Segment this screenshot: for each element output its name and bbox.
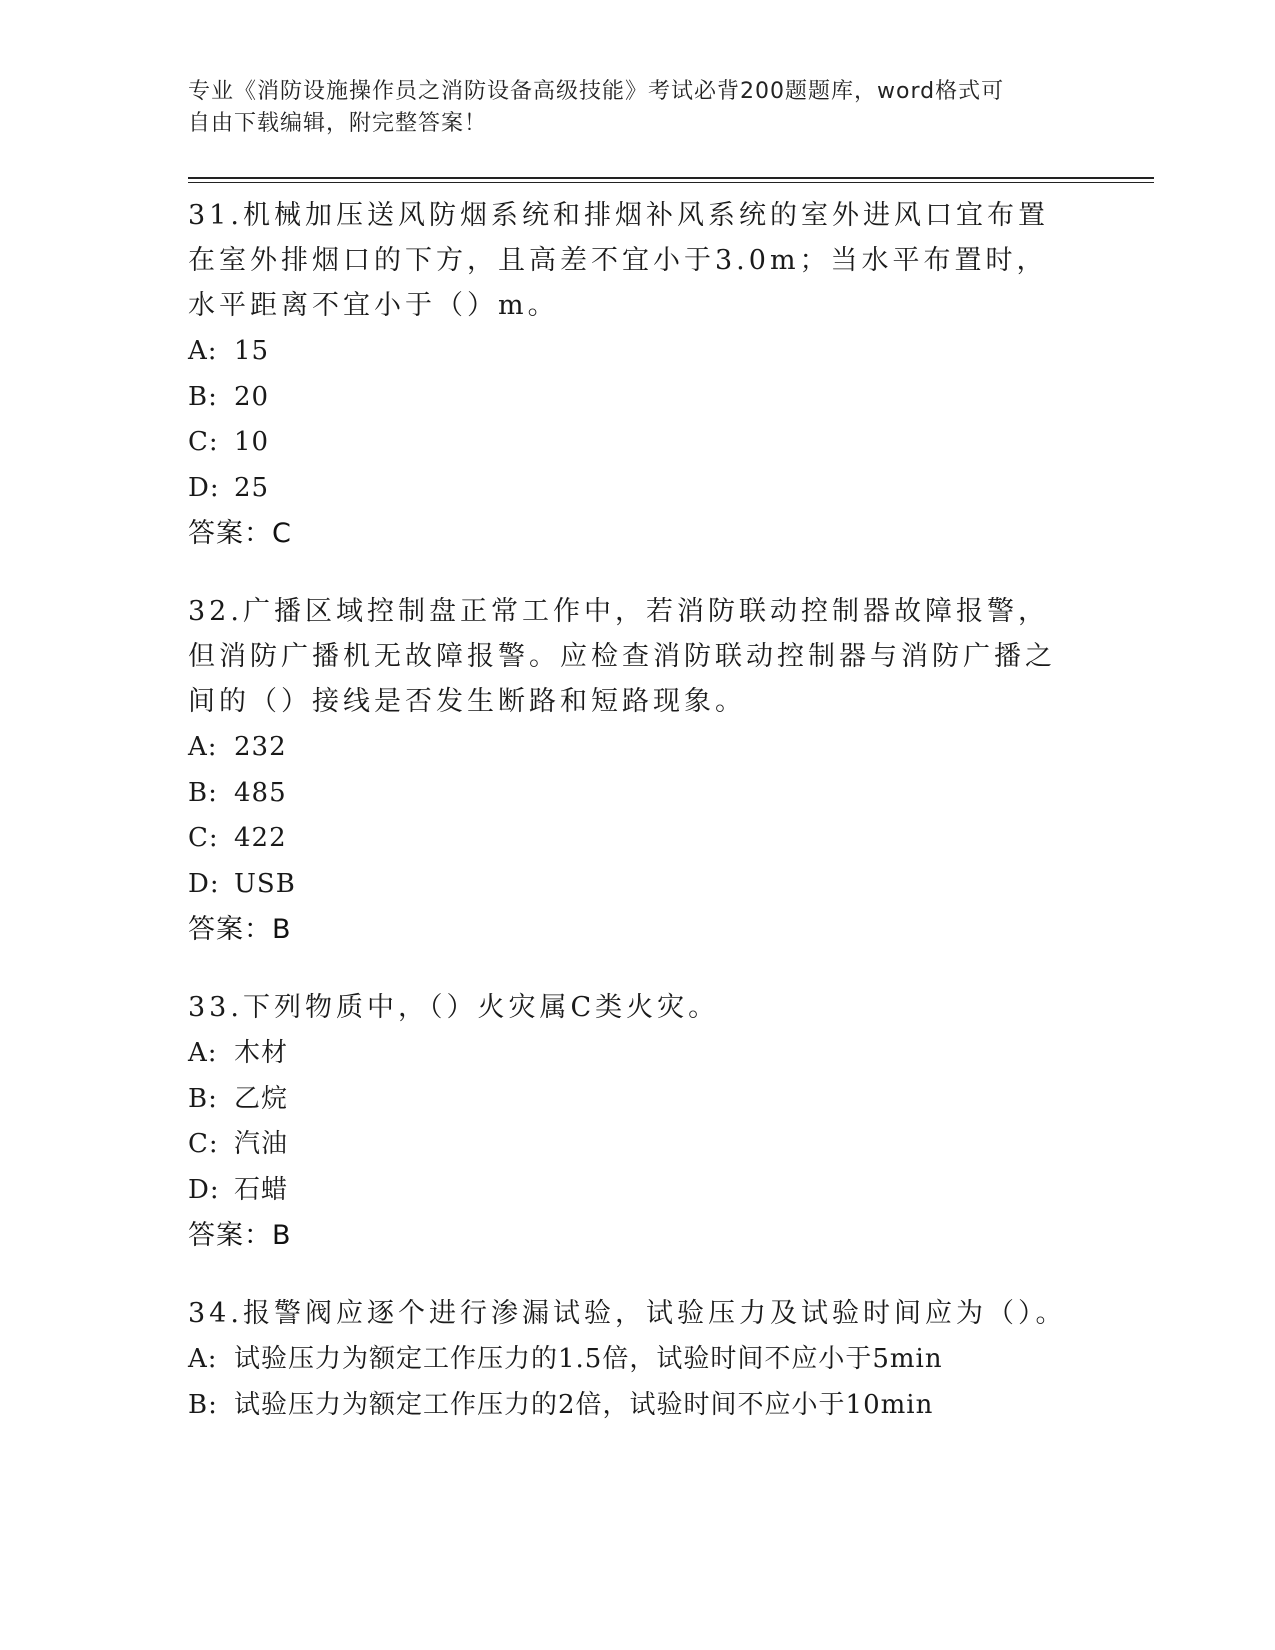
option-c: [188, 816, 1078, 862]
header-divider-thick: [188, 177, 1154, 179]
option-label: B:: [188, 1389, 218, 1420]
question-34: [188, 1291, 1078, 1428]
option-text: USB: [234, 868, 296, 899]
question-33: [188, 985, 1078, 1259]
option-text: 485: [234, 777, 287, 808]
option-label: C:: [188, 1129, 219, 1159]
answer: 答案：B: [188, 914, 292, 945]
option-label: D:: [188, 868, 220, 899]
option-label: B:: [188, 381, 218, 412]
option-text: 15: [234, 336, 270, 366]
option-d: [188, 1168, 1078, 1214]
option-text: 乙烷: [234, 1083, 289, 1114]
option-label: A:: [188, 1344, 218, 1374]
option-label: D:: [188, 1174, 220, 1205]
option-label: B:: [188, 1083, 218, 1114]
question-32: [188, 589, 1078, 953]
option-label: D:: [188, 472, 220, 503]
option-b: [188, 1383, 1078, 1429]
header-line-1: 专业《消防设施操作员之消防设备高级技能》考试必背200题题库，word格式可: [188, 79, 1005, 104]
option-text: 试验压力为额定工作压力的2倍，试验时间不应小于10min: [234, 1389, 934, 1420]
option-text: 石蜡: [234, 1174, 289, 1205]
option-d: [188, 466, 1078, 512]
option-label: A:: [188, 1038, 218, 1068]
option-b: [188, 1077, 1078, 1123]
option-c: [188, 1122, 1078, 1168]
header-divider-thin: [188, 182, 1154, 183]
option-d: [188, 862, 1078, 908]
option-b: [188, 375, 1078, 421]
option-label: B:: [188, 777, 218, 808]
option-text: 10: [234, 427, 270, 457]
option-text: 木材: [234, 1038, 289, 1068]
option-a: [188, 1031, 1078, 1077]
option-b: [188, 771, 1078, 817]
option-a: [188, 1337, 1078, 1383]
header-line-2: 自由下载编辑，附完整答案！: [188, 111, 488, 136]
option-a: [188, 329, 1078, 375]
option-text: 汽油: [234, 1129, 289, 1159]
answer: 答案：C: [188, 518, 292, 549]
option-text: 422: [234, 823, 287, 853]
question-stem: 34.报警阀应逐个进行渗漏试验，试验压力及试验时间应为（）。: [188, 1298, 1067, 1329]
question-stem: 31.机械加压送风防烟系统和排烟补风系统的室外进风口宜布置在室外排烟口的下方，且高差不宜小于3.0m；当水平布置时，水平距离不宜小于（）m。: [188, 200, 1049, 321]
option-label: C:: [188, 427, 219, 457]
question-stem: 33.下列物质中，（）火灾属C类火灾。: [188, 992, 720, 1023]
option-label: C:: [188, 823, 219, 853]
option-a: [188, 725, 1078, 771]
option-text: 232: [234, 732, 287, 762]
question-stem: 32.广播区域控制盘正常工作中，若消防联动控制器故障报警，但消防广播机无故障报警。应检查消防联动控制器与消防广播之间的（）接线是否发生断路和短路现象。: [188, 596, 1056, 717]
option-c: [188, 420, 1078, 466]
answer: 答案：B: [188, 1220, 292, 1251]
option-text: 试验压力为额定工作压力的1.5倍，试验时间不应小于5min: [234, 1344, 943, 1374]
option-text: 20: [234, 381, 270, 412]
option-text: 25: [234, 472, 270, 503]
option-label: A:: [188, 732, 218, 762]
question-list: [188, 193, 1078, 1460]
document-header: [188, 76, 1068, 140]
option-label: A:: [188, 336, 218, 366]
question-31: [188, 193, 1078, 557]
